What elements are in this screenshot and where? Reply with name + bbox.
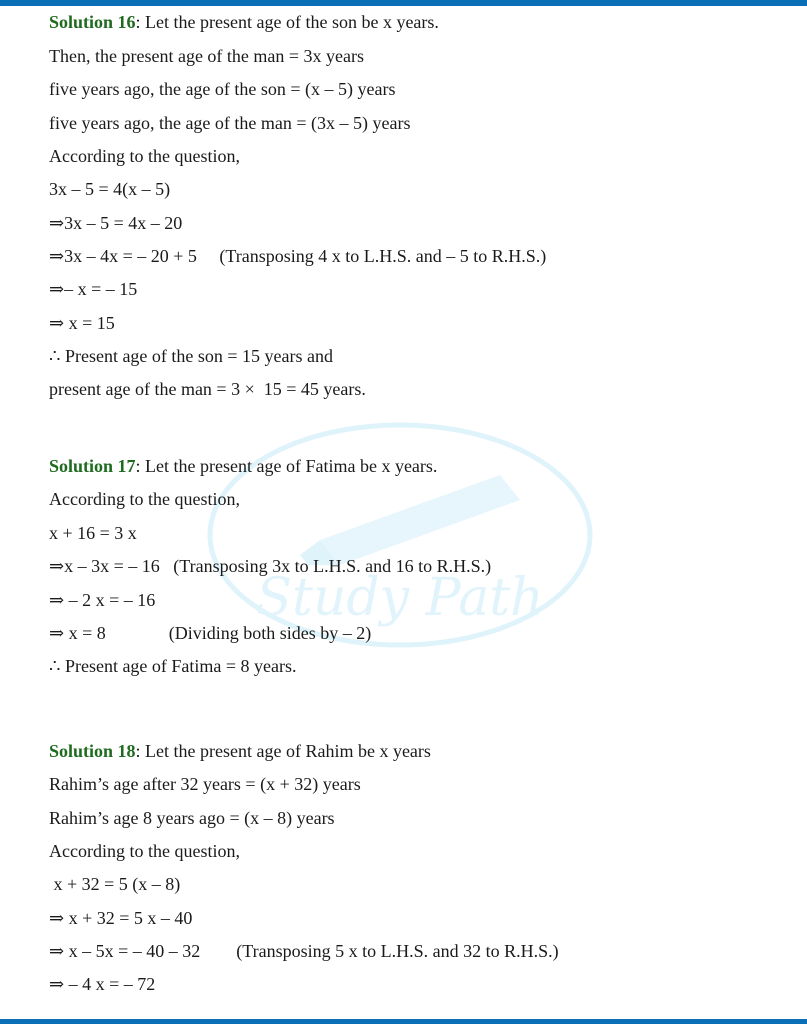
solution-label: Solution 16 xyxy=(49,12,136,32)
solution-line: five years ago, the age of the son = (x – 5) years xyxy=(49,79,396,99)
solution-intro: : Let the present age of Rahim be x years xyxy=(135,741,431,761)
solution-line: Rahim’s age after 32 years = (x + 32) years xyxy=(49,774,361,794)
pen-icon xyxy=(320,475,520,565)
solution-18-heading xyxy=(49,740,431,762)
solution-line: ⇒ x = 8 (Dividing both sides by – 2) xyxy=(49,623,372,643)
solution-intro: : Let the present age of Fatima be x years. xyxy=(135,456,438,476)
solution-line: x + 16 = 3 x xyxy=(49,523,137,543)
solution-line: According to the question, xyxy=(49,489,240,509)
solution-line: According to the question, xyxy=(49,146,240,166)
top-border xyxy=(0,0,807,6)
solution-line: present age of the man = 3 × 15 = 45 years. xyxy=(49,379,366,399)
solution-label: Solution 17 xyxy=(49,456,136,476)
solution-line: ∴ Present age of the son = 15 years and xyxy=(49,346,334,366)
solution-line: ⇒– x = – 15 xyxy=(49,279,138,299)
solution-line: Then, the present age of the man = 3x years xyxy=(49,46,365,66)
solution-line: 3x – 5 = 4(x – 5) xyxy=(49,179,171,199)
solution-16-heading xyxy=(49,11,439,33)
solution-line: ⇒ – 4 x = – 72 xyxy=(49,974,156,994)
study-path-watermark xyxy=(200,415,600,655)
solution-line: ∴ Present age of Fatima = 8 years. xyxy=(49,656,297,676)
solution-line: five years ago, the age of the man = (3x – 5) years xyxy=(49,113,411,133)
bottom-border xyxy=(0,1019,807,1024)
solution-label: Solution 18 xyxy=(49,741,136,761)
solution-line: ⇒ x + 32 = 5 x – 40 xyxy=(49,908,193,928)
solution-line: ⇒ – 2 x = – 16 xyxy=(49,590,156,610)
solution-line: ⇒ x = 15 xyxy=(49,313,115,333)
solution-line: According to the question, xyxy=(49,841,240,861)
solution-intro: : Let the present age of the son be x years. xyxy=(135,12,439,32)
watermark-text: Study Path xyxy=(256,568,544,628)
solution-line: ⇒x – 3x = – 16 (Transposing 3x to L.H.S. and 16 to R.H.S.) xyxy=(49,556,492,576)
solution-line: x + 32 = 5 (x – 8) xyxy=(49,874,181,894)
solution-line: ⇒3x – 4x = – 20 + 5 (Transposing 4 x to L.H.S. and – 5 to R.H.S.) xyxy=(49,246,547,266)
solution-line: ⇒3x – 5 = 4x – 20 xyxy=(49,213,183,233)
solution-17-heading xyxy=(49,455,437,477)
solution-line: ⇒ x – 5x = – 40 – 32 (Transposing 5 x to L.H.S. and 32 to R.H.S.) xyxy=(49,941,559,961)
solution-line: Rahim’s age 8 years ago = (x – 8) years xyxy=(49,808,335,828)
